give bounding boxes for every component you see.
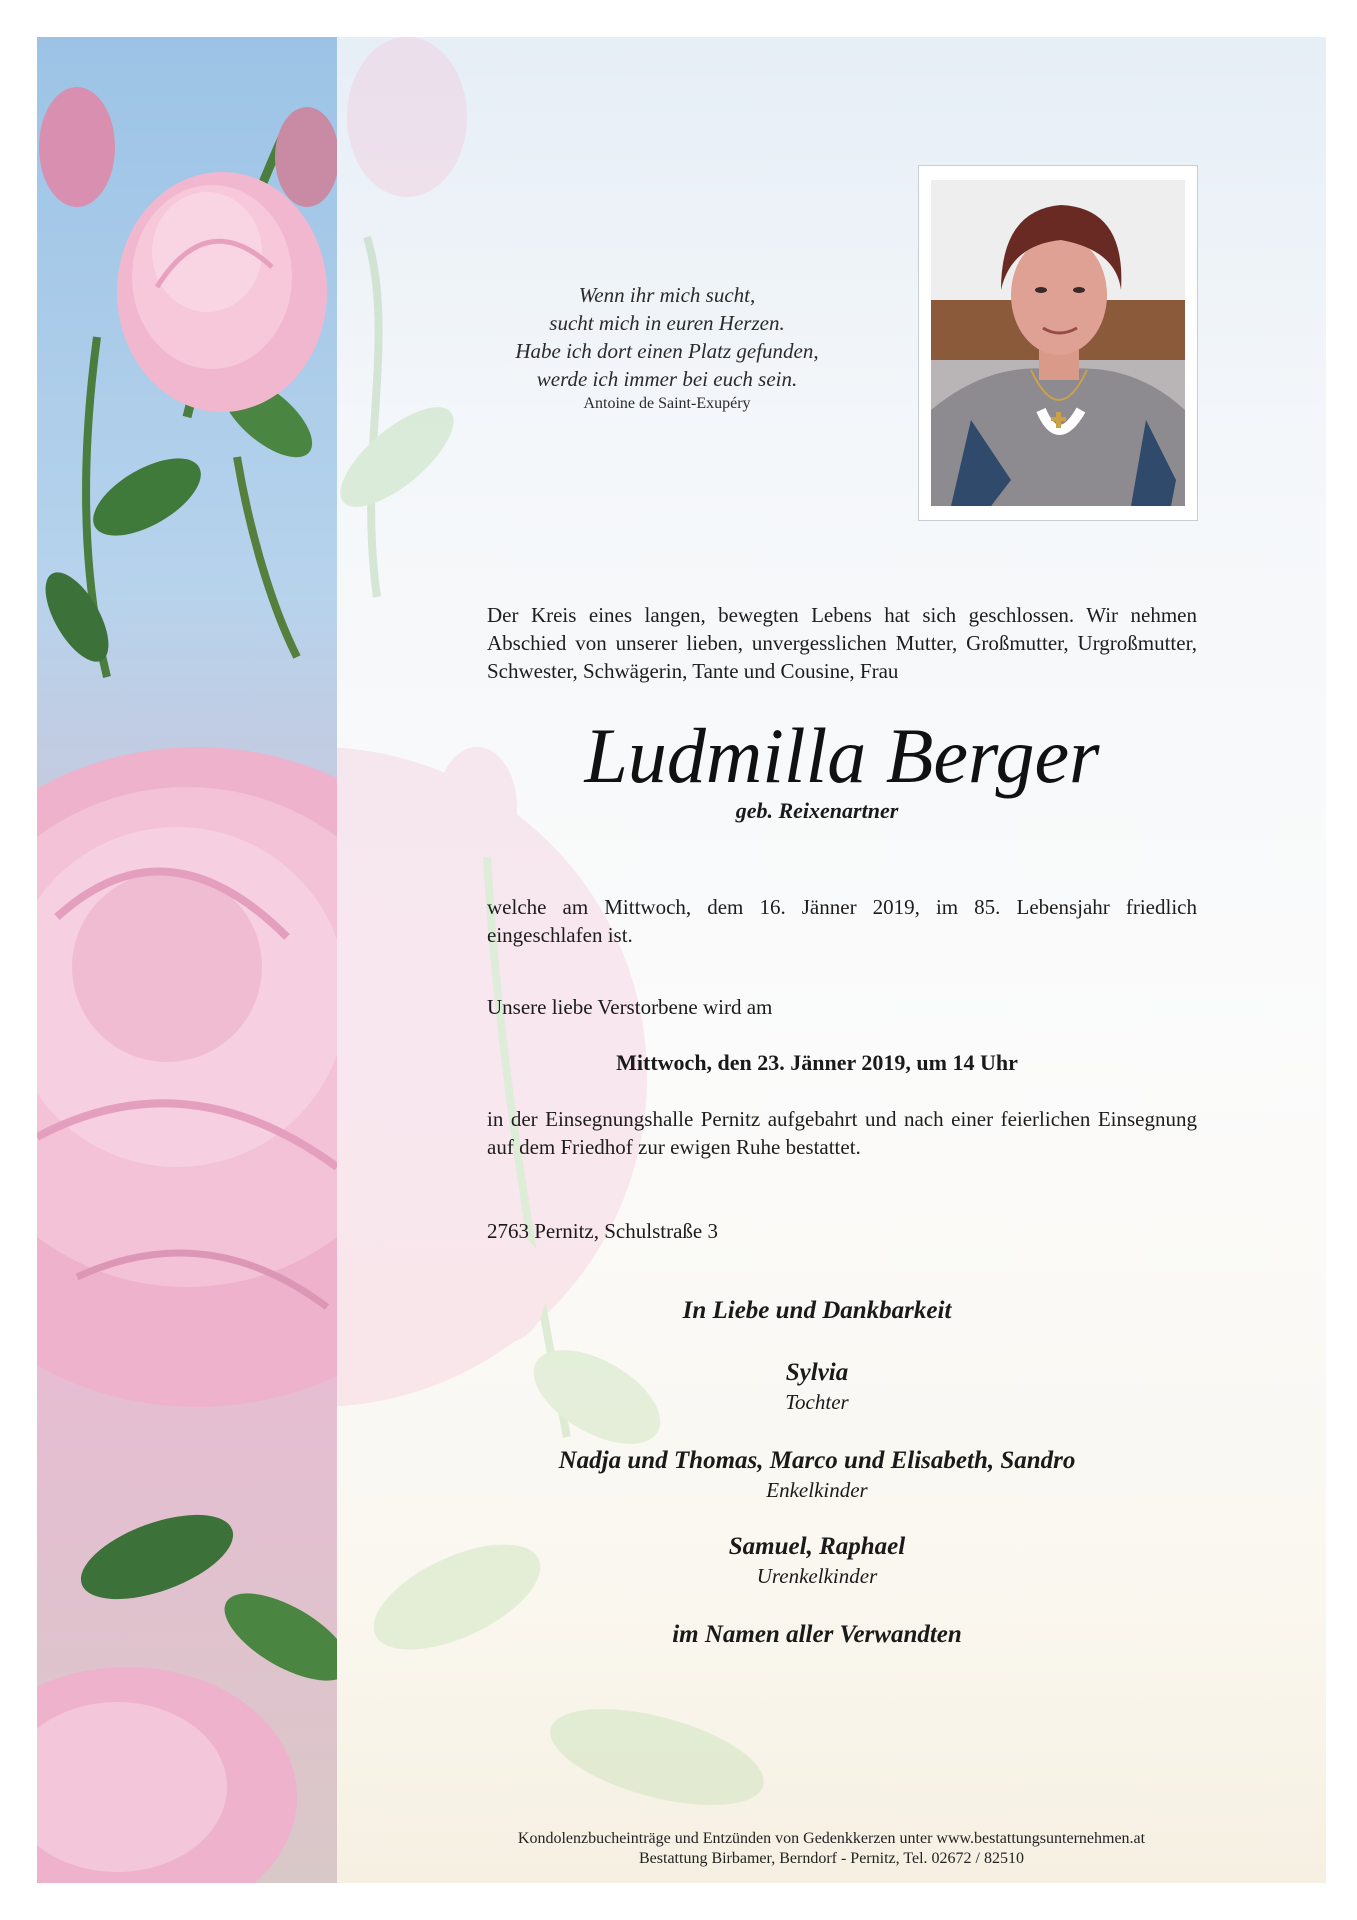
quote-author: Antoine de Saint-Exupéry [583, 395, 751, 412]
mourners-closing: im Namen aller Verwandten [672, 1621, 962, 1648]
intro-paragraph: Der Kreis eines langen, bewegten Lebens hat sich geschlossen. Wir nehmen Abschied von unserer lieben, unvergesslichen Mutter, Großmutter, Urgroßmutter, Schwester, Schwägerin, Tante und Cousine, Frau [487, 603, 1197, 683]
footer-undertaker-line: Bestattung Birbamer, Berndorf - Pernitz, Tel. 02672 / 82510 [639, 1850, 1024, 1867]
address: 2763 Pernitz, Schulstraße 3 [487, 1219, 718, 1243]
portrait-frame [918, 165, 1198, 521]
death-text: welche am Mittwoch, dem 16. Jänner 2019, im 85. Lebensjahr friedlich eingeschlafen ist. [487, 895, 1197, 947]
mourner-names: Sylvia [785, 1359, 849, 1386]
portrait-illustration [931, 180, 1185, 506]
obituary-card [37, 37, 1326, 1883]
funeral-date: Mittwoch, den 23. Jänner 2019, um 14 Uhr [616, 1050, 1018, 1075]
funeral-intro: Unsere liebe Verstorbene wird am [487, 995, 773, 1019]
mourners-block [487, 1295, 1147, 1651]
footer [337, 1829, 1326, 1869]
mourner-relation: Enkelkinder [766, 1478, 868, 1502]
portrait-photo [931, 180, 1185, 506]
mourners-heading: In Liebe und Dankbarkeit [682, 1297, 952, 1324]
mourner-names: Samuel, Raphael [728, 1533, 906, 1560]
mourner-names: Nadja und Thomas, Marco und Elisabeth, Sandro [558, 1447, 1076, 1474]
maiden-name: geb. Reixenartner [735, 798, 899, 823]
obituary-content [37, 37, 1326, 1883]
memorial-quote [457, 281, 877, 415]
quote-line: sucht mich in euren Herzen. [549, 311, 785, 335]
quote-line: werde ich immer bei euch sein. [536, 367, 798, 391]
footer-condolence-line: Kondolenzbucheinträge und Entzünden von Gedenkkerzen unter www.bestattungsunternehmen.at [517, 1830, 1146, 1847]
quote-line: Habe ich dort einen Platz gefunden, [515, 339, 819, 363]
funeral-text: in der Einsegnungshalle Pernitz aufgebahrt und nach einer feierlichen Einsegnung auf dem Friedhof zur ewigen Ruhe bestattet. [487, 1107, 1197, 1159]
mourner-relation: Urenkelkinder [756, 1564, 878, 1588]
mourner-relation: Tochter [785, 1390, 849, 1414]
deceased-name: Ludmilla Berger [584, 712, 1100, 799]
quote-line: Wenn ihr mich sucht, [578, 283, 756, 307]
